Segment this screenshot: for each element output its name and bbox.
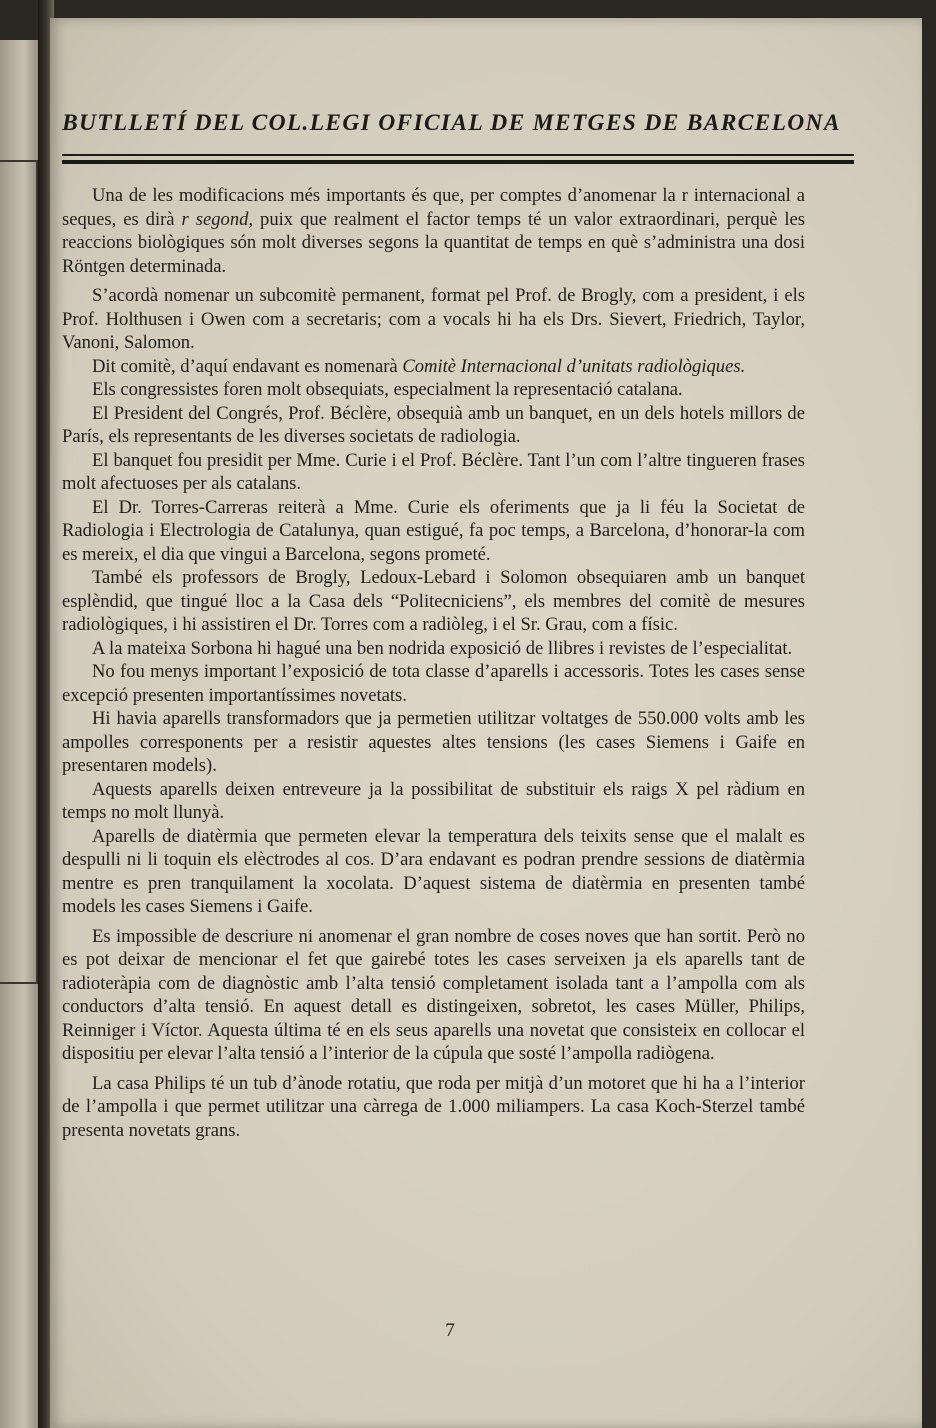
paragraph: Es impossible de descriure ni anomenar el gran nombre de coses noves que han sortit. Però no es pot deixar de mencionar el fet que gairebé totes les cases serveixen ja els aparells tant de radioteràpia com de diagnòstic amb l’alta tensió completament isolada tant a l’ampolla com als conductors d’alta tensió. En aquest detall es distingeixen, sobretot, les cases Müller, Philips, Reinniger i Víctor. Aquesta última té en els seus aparells una novetat que consisteix en collocar el dispositiu per elevar l’alta tensió a l’interior de la cúpula que sosté l’ampolla radiògena. bbox=[62, 925, 805, 1064]
paragraph: El banquet fou presidit per Mme. Curie i el Prof. Béclère. Tant l’un com l’altre tingueren frases molt afectuoses per als catalans. bbox=[62, 449, 805, 494]
paragraph: Aquests aparells deixen entreveure ja la possibilitat de substituir els raigs X pel ràdium en temps no molt llunyà. bbox=[62, 778, 805, 823]
adjacent-page-edge bbox=[0, 40, 40, 1428]
paragraph: Els congressistes foren molt obsequiats, especialment la representació catalana. bbox=[92, 379, 683, 400]
header-rule-thick bbox=[62, 160, 854, 164]
paragraph: S’acordà nomenar un subcomitè permanent, format pel Prof. de Brogly, com a president, i els Prof. Holthusen i Owen com a secretaris; com a vocals hi ha els Drs. Sievert, Friedrich, Taylor, Vanoni, Salomon. bbox=[62, 285, 805, 353]
header-rule-thin bbox=[62, 154, 854, 156]
paragraph: Aparells de diatèrmia que permeten elevar la temperatura dels teixits sense que el malalt es despulli ni li toquin els elèctrodes al cos. D’ara endavant es podran prendre sessions de diatèrmia mentre es pren tranquilament la xocolata. D’aquest sistema de diatèrmia en presenten també models les cases Siemens i Gaife. bbox=[62, 825, 805, 917]
paragraph: A la mateixa Sorbona hi hagué una ben nodrida exposició de llibres i revistes de l’especialitat. bbox=[92, 637, 793, 659]
paragraph: Una de les modificacions més importants és que, per comptes d’anomenar la r internacional a seques, es dirà r segond, puix que realment el factor temps té un valor extraordinari, perquè les reaccions biològiques són molt diverses segons la quantitat de temps en què s’administra una dosi Röntgen determinada. bbox=[62, 185, 805, 277]
paragraph: La casa Philips té un tub d’ànode rotatiu, que roda per mitjà d’un motoret que hi ha a l’interior de l’ampolla i que permet utilitzar una càrrega de 1.000 miliampers. La casa Koch-Sterzel també presenta novetats grans. bbox=[62, 1072, 805, 1141]
paragraph: També els professors de Brogly, Ledoux-Lebard i Solomon obsequiaren amb un banquet esplèndid, que tingué lloc a la Casa dels “Politecniciens”, els membres del comitè de mesures radiològiques, i hi assistiren el Dr. Torres com a radiòleg, i el Sr. Grau, com a físic. bbox=[62, 567, 805, 635]
paragraph: Dit comitè, d’aquí endavant es nomenarà Comitè Internacional d’unitats radiològiques. bbox=[92, 355, 746, 377]
page-number: 7 bbox=[445, 1320, 455, 1341]
body-text bbox=[62, 184, 805, 1142]
running-header: BUTLLETÍ DEL COL.LEGI OFICIAL DE METGES DE BARCELONA bbox=[62, 110, 841, 136]
paragraph: El President del Congrés, Prof. Béclère, obsequià amb un banquet, en un dels hotels millors de París, els representants de les diverses societats de radiologia. bbox=[62, 402, 805, 447]
paragraph: Hi havia aparells transformadors que ja permetien utilitzar voltatges de 550.000 volts amb les ampolles corresponents per a resistir aquestes altes tensions (les cases Siemens i Gaife en presentaren models). bbox=[62, 708, 805, 776]
adjacent-page-frame bbox=[0, 160, 38, 984]
document-page bbox=[50, 18, 922, 1428]
paragraph: El Dr. Torres-Carreras reiterà a Mme. Curie els oferiments que ja li féu la Societat de Radiologia i Electrologia de Catalunya, quan estigué, fa poc temps, a Barcelona, d’honorar-la com es mereix, el dia que vingui a Barcelona, segons prometé. bbox=[62, 496, 805, 565]
paragraph: No fou menys important l’exposició de tota classe d’aparells i accessoris. Totes les cases sense excepció presenten importantíssimes novetats. bbox=[62, 661, 805, 706]
